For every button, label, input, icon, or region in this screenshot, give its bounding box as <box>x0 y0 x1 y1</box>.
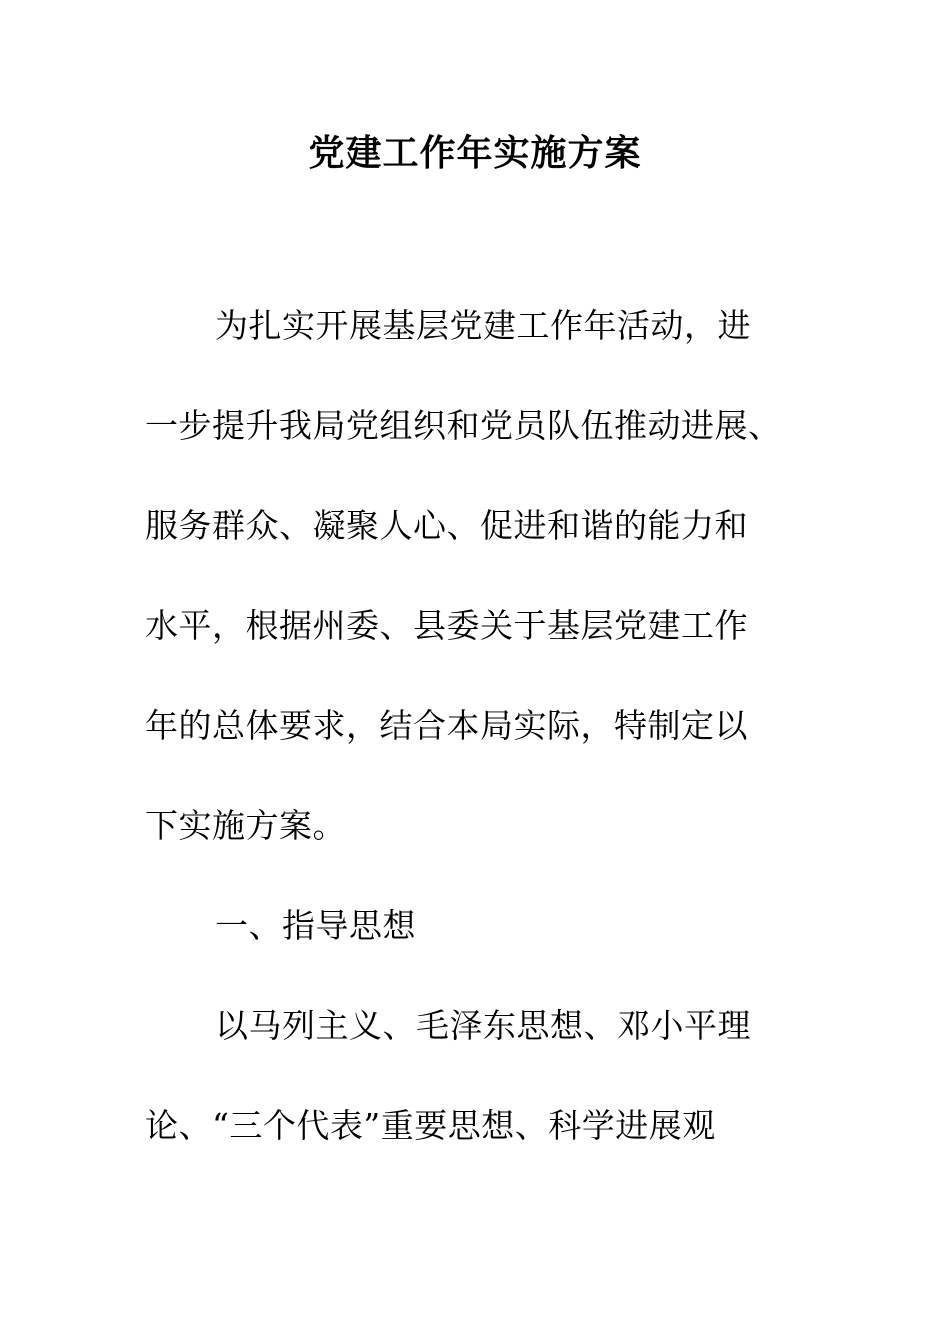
paragraph-line: 下实施方案。 <box>145 806 346 845</box>
document-title: 党建工作年实施方案 <box>308 132 642 174</box>
paragraph-line: 论、“三个代表”重要思想、科学进展观 <box>145 1106 716 1145</box>
paragraph-line: 以马列主义、毛泽东思想、邓小平理 <box>215 1006 751 1045</box>
paragraph-line: 为扎实开展基层党建工作年活动，进 <box>215 306 751 345</box>
paragraph-line: 服务群众、凝聚人心、促进和谐的能力和 <box>145 506 748 545</box>
paragraph-line: 一步提升我局党组织和党员队伍推动进展、 <box>145 406 782 445</box>
section-heading: 一、指导思想 <box>215 906 416 945</box>
paragraph-line: 年的总体要求，结合本局实际，特制定以 <box>145 706 748 745</box>
paragraph-line: 水平，根据州委、县委关于基层党建工作 <box>145 606 748 645</box>
